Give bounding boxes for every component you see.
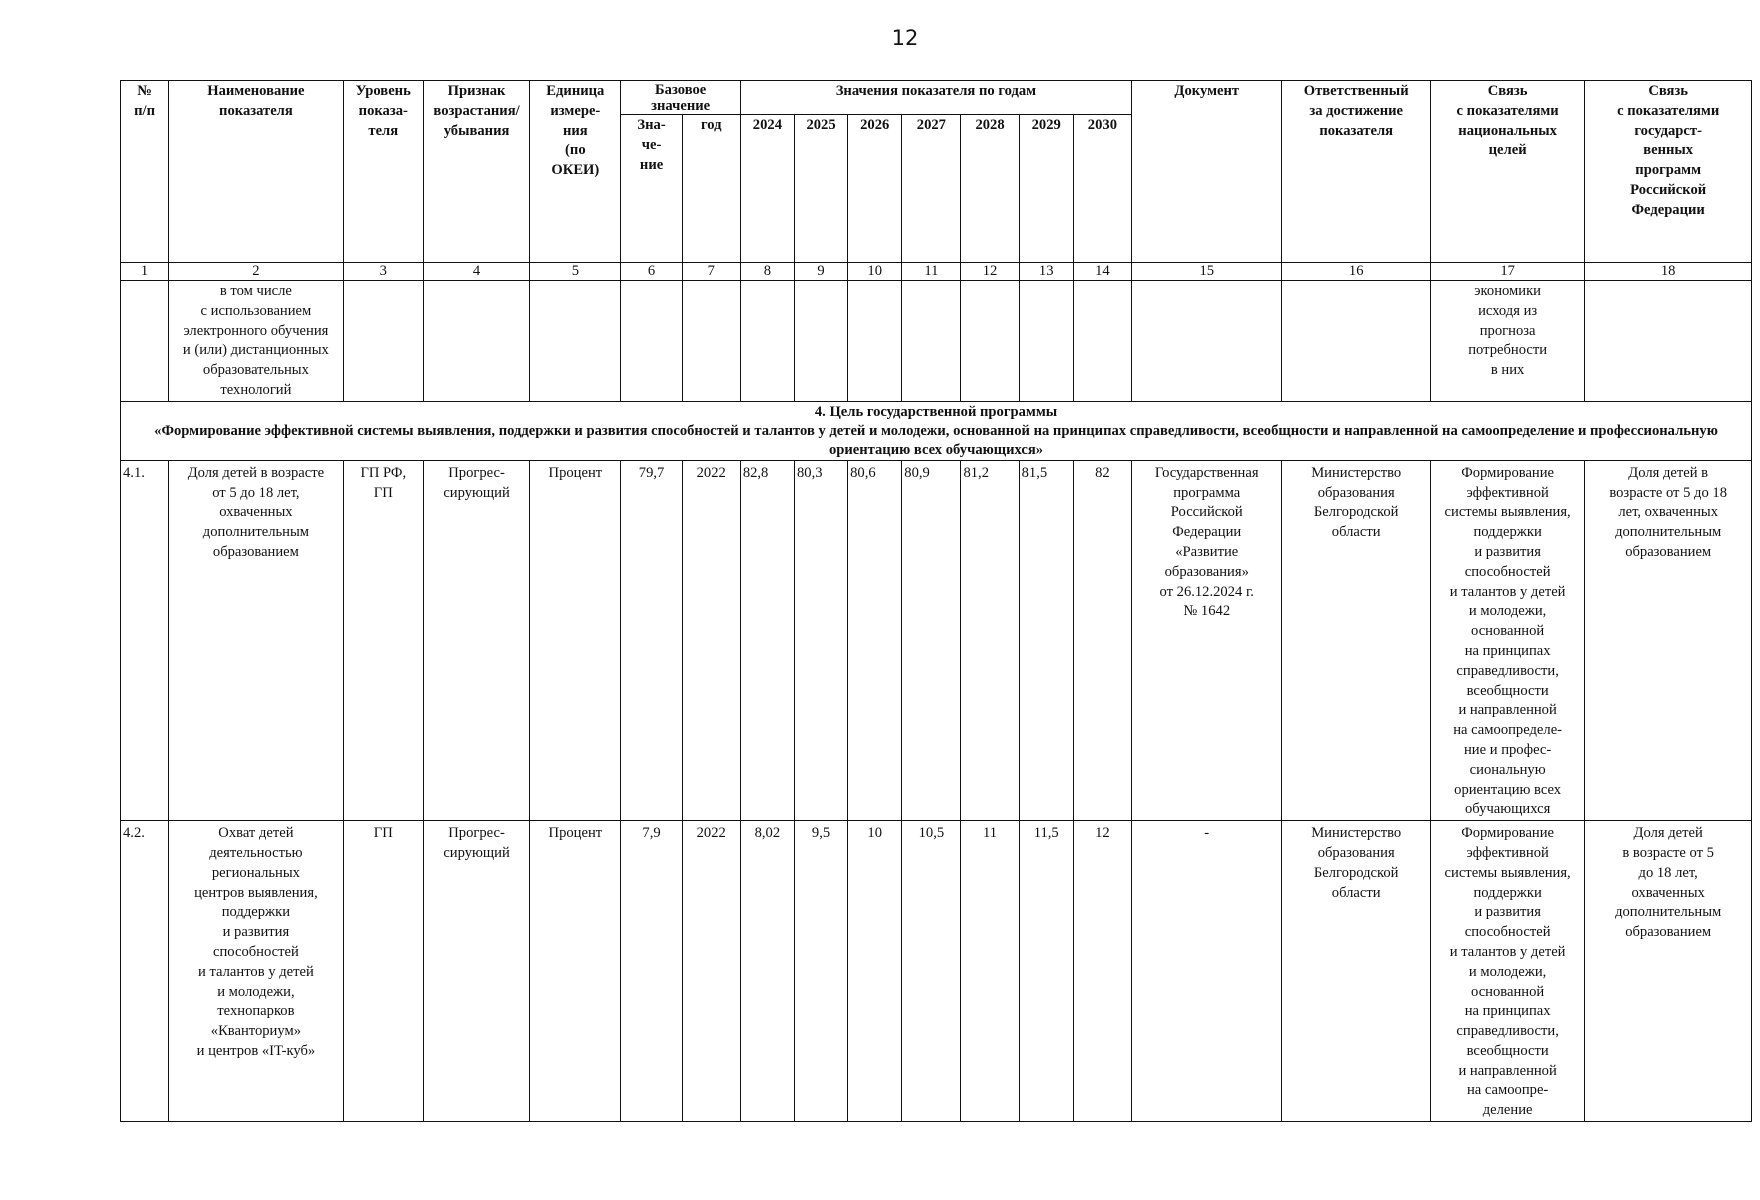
goal-title: 4. Цель государственной программы [814, 403, 1058, 420]
year-value: 10,5 [902, 821, 961, 1122]
empty-cell [343, 281, 423, 402]
empty-cell [530, 281, 621, 402]
indicator-link-state: Доля детей в возрасте от 5 до 18 лет, охваченных дополнительным образованием [1585, 460, 1752, 820]
header-link-national: Связь с показателями национальных целей [1430, 81, 1584, 263]
goal-text: «Формирование эффективной системы выявления, поддержки и развития способностей и талантов у детей и молодежи, основанной на принципах справедливости, всеобщности и направленной на самоопределение и профессиональную ориентацию всех обучающихся» [154, 422, 1718, 458]
page-number: 12 [891, 26, 919, 50]
indicator-unit: Процент [530, 460, 621, 820]
empty-cell [794, 281, 847, 402]
indicator-link-state: Доля детей в возрасте от 5 до 18 лет, охваченных дополнительным образованием [1585, 821, 1752, 1122]
header-document: Документ [1132, 81, 1282, 263]
empty-cell [621, 281, 682, 402]
indicator-level: ГП РФ, ГП [343, 460, 423, 820]
column-number: 18 [1585, 263, 1752, 281]
year-value: 80,3 [794, 460, 847, 820]
year-value: 10 [848, 821, 902, 1122]
header-years-group: Значения показателя по годам [740, 81, 1131, 115]
column-number: 17 [1430, 263, 1584, 281]
indicator-level: ГП [343, 821, 423, 1122]
goal-section [121, 401, 1752, 460]
header-name: Наименование показателя [169, 81, 344, 263]
header-year: 2026 [848, 115, 902, 263]
column-number: 9 [794, 263, 847, 281]
year-value: 82 [1073, 460, 1131, 820]
indicator-document: - [1132, 821, 1282, 1122]
indicator-trend: Прогрес- сирующий [423, 460, 529, 820]
header-unit: Единица измере- ния (по ОКЕИ) [530, 81, 621, 263]
base-year: 2022 [682, 821, 740, 1122]
indicator-document: Государственная программа Российской Федерации «Развитие образования» от 26.12.2024 г. № 1642 [1132, 460, 1282, 820]
year-value: 80,6 [848, 460, 902, 820]
column-number: 10 [848, 263, 902, 281]
indicator-name: Доля детей в возрасте от 5 до 18 лет, охваченных дополнительным образованием [169, 460, 344, 820]
column-number: 7 [682, 263, 740, 281]
header-num: № п/п [121, 81, 169, 263]
year-value: 9,5 [794, 821, 847, 1122]
header-responsible: Ответственный за достижение показателя [1282, 81, 1430, 263]
year-value: 8,02 [740, 821, 794, 1122]
empty-cell [902, 281, 961, 402]
year-value: 81,5 [1019, 460, 1073, 820]
empty-cell [682, 281, 740, 402]
column-number: 15 [1132, 263, 1282, 281]
row-number: 4.1. [121, 460, 169, 820]
empty-cell [1132, 281, 1282, 402]
column-number: 4 [423, 263, 529, 281]
header-year: 2030 [1073, 115, 1131, 263]
header-base: Базовое значение [621, 81, 740, 115]
header-level: Уровень показа- теля [343, 81, 423, 263]
indicators-table [120, 80, 1752, 1122]
year-value: 12 [1073, 821, 1131, 1122]
indicator-trend: Прогрес- сирующий [423, 821, 529, 1122]
empty-cell [1019, 281, 1073, 402]
year-value: 82,8 [740, 460, 794, 820]
column-number: 12 [961, 263, 1019, 281]
base-year: 2022 [682, 460, 740, 820]
column-number: 13 [1019, 263, 1073, 281]
indicator-responsible: Министерство образования Белгородской области [1282, 460, 1430, 820]
column-number: 11 [902, 263, 961, 281]
header-year: 2029 [1019, 115, 1073, 263]
year-value: 80,9 [902, 460, 961, 820]
indicator-link-national: Формирование эффективной системы выявления, поддержки и развития способностей и талантов у детей и молодежи, основанной на принципах справедливости, всеобщности и направленной на самоопре- деление [1430, 821, 1584, 1122]
header-year: 2027 [902, 115, 961, 263]
empty-cell [848, 281, 902, 402]
empty-cell [423, 281, 529, 402]
header-base-value: Зна- че- ние [621, 115, 682, 263]
column-number: 6 [621, 263, 682, 281]
continuation-name: в том числе с использованием электронного обучения и (или) дистанционных образовательных технологий [169, 281, 344, 402]
empty-cell [121, 281, 169, 402]
empty-cell [1282, 281, 1430, 402]
indicator-unit: Процент [530, 821, 621, 1122]
continuation-link-national: экономики исходя из прогноза потребности в них [1430, 281, 1584, 402]
base-value: 79,7 [621, 460, 682, 820]
indicator-responsible: Министерство образования Белгородской области [1282, 821, 1430, 1122]
column-number: 8 [740, 263, 794, 281]
column-number: 5 [530, 263, 621, 281]
indicator-link-national: Формирование эффективной системы выявления, поддержки и развития способностей и талантов у детей и молодежи, основанной на принципах справедливости, всеобщности и направленной на самоопределе- ние и профес- сиональную ориентацию всех обучающихся [1430, 460, 1584, 820]
column-number: 14 [1073, 263, 1131, 281]
year-value: 11 [961, 821, 1019, 1122]
base-value: 7,9 [621, 821, 682, 1122]
empty-cell [961, 281, 1019, 402]
header-year: 2024 [740, 115, 794, 263]
header-trend: Признак возрастания/ убывания [423, 81, 529, 263]
column-number: 16 [1282, 263, 1430, 281]
header-link-state: Связь с показателями государст- венных программ Российской Федерации [1585, 81, 1752, 263]
year-value: 11,5 [1019, 821, 1073, 1122]
row-number: 4.2. [121, 821, 169, 1122]
column-number: 2 [169, 263, 344, 281]
indicator-name: Охват детей деятельностью региональных центров выявления, поддержки и развития способностей и талантов у детей и молодежи, технопарков «Кванториум» и центров «IT-куб» [169, 821, 344, 1122]
empty-cell [1585, 281, 1752, 402]
header-base-year: год [682, 115, 740, 263]
header-year: 2025 [794, 115, 847, 263]
column-number: 3 [343, 263, 423, 281]
column-number: 1 [121, 263, 169, 281]
year-value: 81,2 [961, 460, 1019, 820]
empty-cell [1073, 281, 1131, 402]
empty-cell [740, 281, 794, 402]
header-year: 2028 [961, 115, 1019, 263]
